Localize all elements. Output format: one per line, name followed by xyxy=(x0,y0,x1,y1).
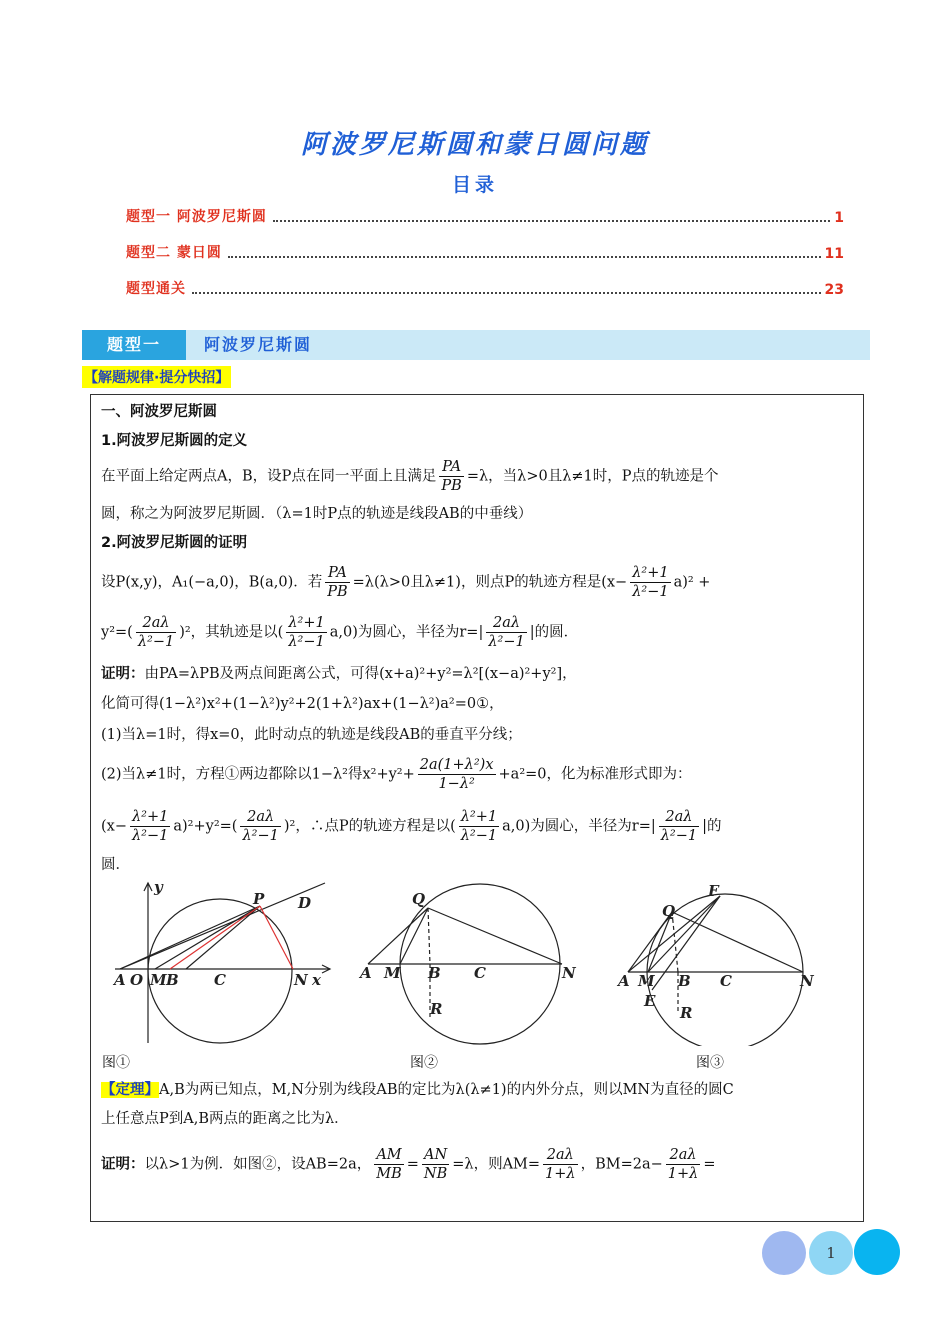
fig3-label: A xyxy=(618,972,630,990)
figure-caption: 图② xyxy=(410,1055,438,1071)
page-title: 阿波罗尼斯圆和蒙日圆问题 xyxy=(300,130,649,160)
toc-leader xyxy=(192,291,821,294)
figure-3 xyxy=(628,894,803,1046)
fig1-label: D xyxy=(298,894,312,912)
fig1-label: A xyxy=(114,971,126,989)
section-tag: 题型一 xyxy=(82,330,186,360)
fig1-label: M xyxy=(150,971,167,989)
fig1-label: x xyxy=(312,971,321,989)
figure-caption: 图① xyxy=(102,1055,130,1071)
toc-item-page: 11 xyxy=(824,246,844,262)
fig1-label: y xyxy=(154,878,163,896)
fraction: $\frac{PA}{PB}$ xyxy=(441,459,462,494)
figure-caption: 图③ xyxy=(696,1055,724,1071)
fig2-label: C xyxy=(474,964,486,982)
proof-line: (1)当λ=1时，得x=0，此时动点的轨迹是线段AB的垂直平分线； xyxy=(101,727,522,743)
tips-label: 【解题规律·提分快招】 xyxy=(82,366,231,388)
heading-3: 2.阿波罗尼斯圆的证明 xyxy=(101,535,248,551)
toc-item[interactable] xyxy=(126,204,844,226)
proof-setup-line-2: y²=( $\frac{2a\lambda}{\text{λ²−1}}$ )²，其轨迹是以( $\frac{\text{λ²+1}}{\text{λ²−1}}$ a,0)为圆心，半径为r=| $\frac{2a\lambda}{\text{λ²−1}}$ |的圆． xyxy=(101,615,579,650)
fig3-label: Q xyxy=(662,902,676,920)
toc-heading: 目录 xyxy=(451,174,498,196)
proof-line: 证明：以λ>1为例．如图②，设AB=2a， $\frac{AM}{MB}$ = $\frac{AN}{NB}$ =λ，则AM= $\frac{2a\lambda}{1+\lambda}$ ，BM=2a− $\frac{2a\lambda}{1+\lambda}$ = xyxy=(101,1147,716,1182)
fig2-label: A xyxy=(360,964,372,982)
section-banner xyxy=(82,330,870,360)
fig3-label: M xyxy=(638,972,655,990)
proof-line: 化简可得(1−λ²)x²+(1−λ²)y²+2(1+λ²)ax+(1−λ²)a²=0①， xyxy=(101,696,504,712)
fig2-label: B xyxy=(428,964,441,982)
fig3-label: F xyxy=(708,882,719,900)
fig3-label: N xyxy=(800,972,814,990)
page-number: 1 xyxy=(809,1231,853,1275)
proof-line: (2)当λ≠1时，方程①两边都除以1−λ²得x²+y²+ $\frac{\text{2a(1+λ²)x}}{\text{1−λ²}}$ +a²=0，化为标准形式即为： xyxy=(101,757,692,792)
fig2-label: M xyxy=(384,964,401,982)
toc-item-page: 23 xyxy=(824,282,844,298)
fig3-label: R xyxy=(680,1004,693,1022)
toc-leader xyxy=(228,255,821,258)
proof-line: 证明：由PA=λPB及两点间距离公式，可得(x+a)²+y²=λ²[(x−a)²+y²]， xyxy=(101,666,577,682)
decor-circle xyxy=(854,1229,900,1275)
heading-2: 1.阿波罗尼斯圆的定义 xyxy=(101,433,248,449)
toc-item-label: 题型二 蒙日圆 xyxy=(126,245,222,261)
fig1-label: O xyxy=(130,971,144,989)
proof-line: (x− $\frac{\text{λ²+1}}{\text{λ²−1}}$ a)²+y²=( $\frac{2a\lambda}{\text{λ²−1}}$ )²，∴点P的轨迹方程是以( $\frac{\text{λ²+1}}{\text{λ²−1}}$ a,0)为圆心，半径为r=| $\frac{2a\lambda}{\text{λ²−1}}$ |的 xyxy=(101,809,722,844)
proof-setup-line: 设P(x,y)，A₁(−a,0)，B(a,0)．若 $\frac{PA}{PB}$ =λ(λ>0且λ≠1)，则点P的轨迹方程是(x− $\frac{\text{λ²+1}}{\text{λ²−1}}$ a)² + xyxy=(101,565,711,600)
theorem-line-2: 上任意点P到A,B两点的距离之比为λ． xyxy=(101,1111,349,1127)
fig1-label: N xyxy=(294,971,308,989)
toc-leader xyxy=(273,219,830,222)
fig1-label: C xyxy=(214,971,226,989)
heading-1: 一、阿波罗尼斯圆 xyxy=(101,404,217,420)
fig2-label: Q xyxy=(412,890,426,908)
toc-item-label: 题型通关 xyxy=(126,281,186,297)
toc-item[interactable] xyxy=(126,240,844,262)
definition-line: 在平面上给定两点A，B，设P点在同一平面上且满足 $\frac{PA}{PB}$ =λ，当λ>0且λ≠1时，P点的轨迹是个 xyxy=(101,459,719,494)
definition-line-2: 圆，称之为阿波罗尼斯圆．（λ=1时P点的轨迹是线段AB的中垂线） xyxy=(101,506,533,522)
fig1-label: B xyxy=(166,971,179,989)
figures xyxy=(100,878,860,1046)
fig3-label: E xyxy=(644,992,656,1010)
proof-line: 圆． xyxy=(101,857,130,873)
toc-item-label: 题型一 阿波罗尼斯圆 xyxy=(126,209,267,225)
decor-circle xyxy=(762,1231,806,1275)
fig3-label: B xyxy=(678,972,691,990)
theorem-line: 【定理】A,B为两已知点，M,N分别为线段AB的定比为λ(λ≠1)的内外分点，则以MN为直径的圆C xyxy=(101,1082,734,1098)
toc-item[interactable] xyxy=(126,276,844,298)
fig1-label: P xyxy=(253,890,265,908)
section-name: 阿波罗尼斯圆 xyxy=(204,335,313,354)
fig3-label: C xyxy=(720,972,732,990)
fig2-label: R xyxy=(430,1000,443,1018)
fig2-label: N xyxy=(562,964,576,982)
toc-item-page: 1 xyxy=(834,210,844,226)
